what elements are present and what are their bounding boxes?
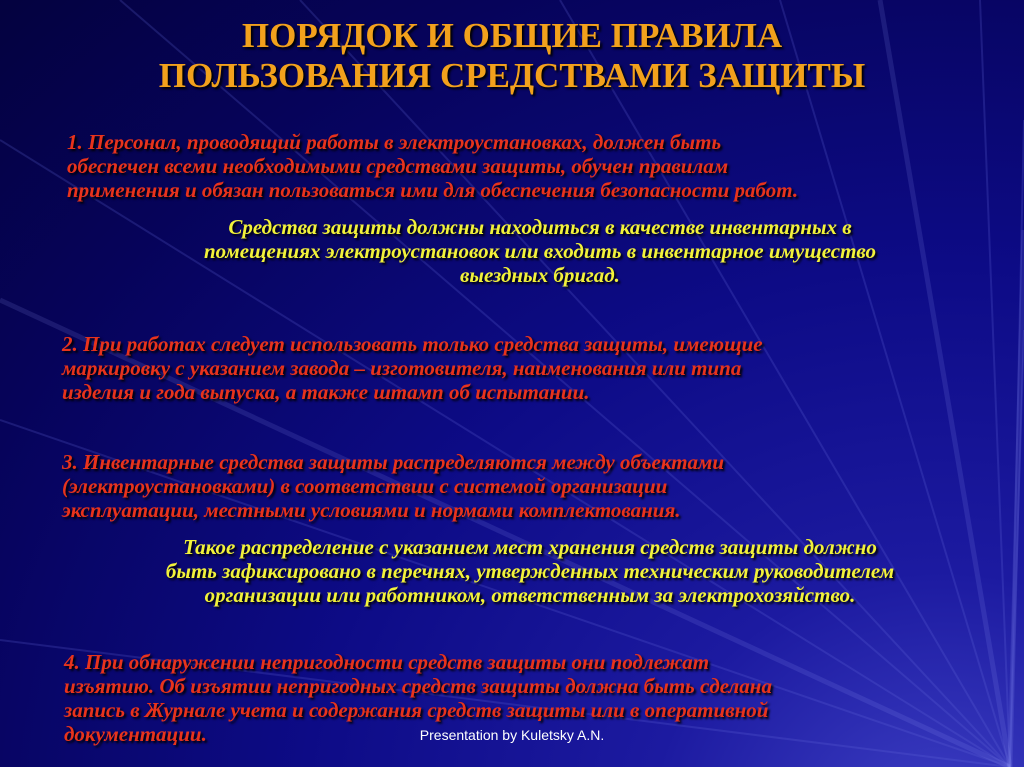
rule-2-line-1: 2. При работах следует использовать только средства защиты, имеющие [62,332,763,356]
rule-3-line-3: эксплуатации, местными условиями и нормами комплектования. [62,498,681,522]
title-line-1: ПОРЯДОК И ОБЩИЕ ПРАВИЛА [241,16,783,55]
rule-1-line-2: обеспечен всеми необходимыми средствами защиты, обучен правилам [67,154,729,178]
rule-1-paragraph [67,130,798,202]
rule-4-line-3: запись в Журнале учета и содержания средств защиты или в оперативной [64,698,769,722]
note-1-line-2: помещениях электроустановок или входить в инвентарное имущество [203,239,877,263]
rule-1-note [80,215,1000,287]
slide-title [0,16,1024,96]
rule-1-line-3: применения и обязан пользоваться ими для обеспечения безопасности работ. [67,178,799,202]
note-3-line-1: Такое распределение с указанием мест хранения средств защиты должно [183,535,877,559]
title-line-2: ПОЛЬЗОВАНИЯ СРЕДСТВАМИ ЗАЩИТЫ [158,56,866,95]
rule-4-line-2: изъятию. Об изъятии непригодных средств защиты должна быть сделана [64,674,772,698]
rule-3-note [50,535,1010,607]
rule-4-line-1: 4. При обнаружении непригодности средств защиты они подлежат [64,650,710,674]
rule-2-line-3: изделия и года выпуска, а также штамп об испытании. [62,380,590,404]
rule-3-paragraph [62,450,724,522]
rule-2-paragraph [62,332,763,404]
note-1-line-3: выездных бригад. [460,263,620,287]
rule-1-line-1: 1. Персонал, проводящий работы в электроустановках, должен быть [67,130,722,154]
note-1-line-1: Средства защиты должны находиться в качестве инвентарных в [228,215,852,239]
note-3-line-2: быть зафиксировано в перечнях, утвержденных техническим руководителем [165,559,895,583]
rule-2-line-2: маркировку с указанием завода – изготовителя, наименования или типа [62,356,742,380]
rule-3-line-2: (электроустановками) в соответствии с системой организации [62,474,668,498]
presentation-credit: Presentation by Kuletsky A.N. [419,727,605,743]
rule-4-line-4: документации. [64,722,207,746]
note-3-line-3: организации или работником, ответственным за электрохозяйство. [204,583,856,607]
rule-3-line-1: 3. Инвентарные средства защиты распределяются между объектами [62,450,725,474]
